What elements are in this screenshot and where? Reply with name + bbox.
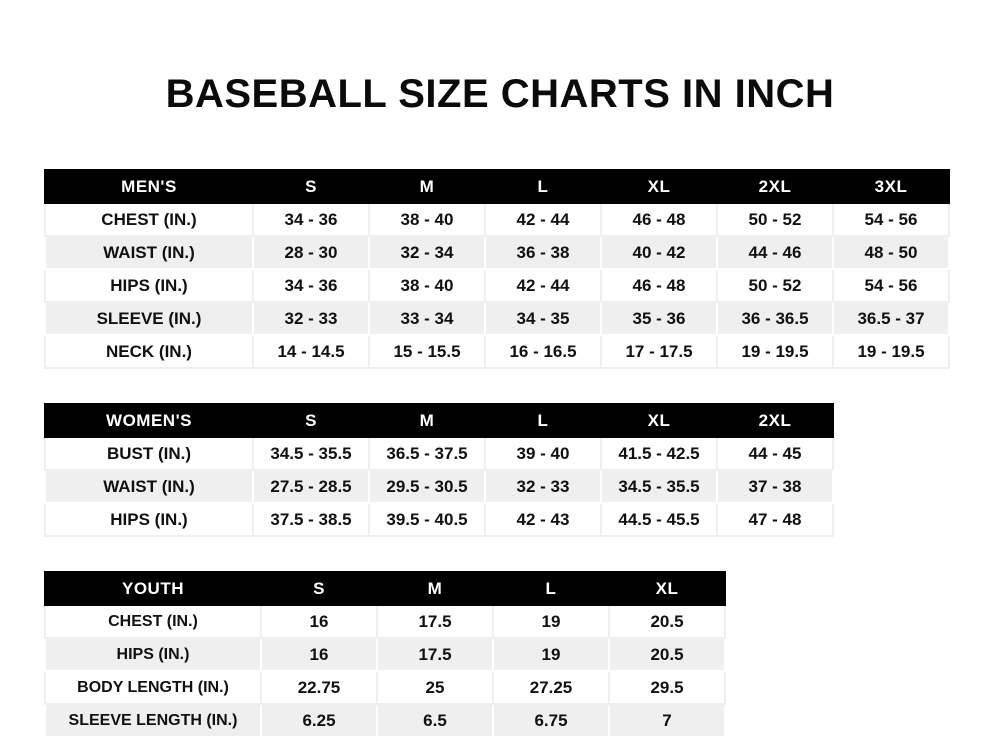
cell: 39 - 40 — [485, 437, 601, 470]
cell: 36 - 36.5 — [717, 302, 833, 335]
table-header-row — [45, 572, 725, 605]
cell: 48 - 50 — [833, 236, 949, 269]
column-header: S — [253, 404, 369, 437]
column-header: XL — [601, 404, 717, 437]
table-row — [45, 437, 833, 470]
cell: 19 — [493, 605, 609, 638]
cell: 32 - 33 — [485, 470, 601, 503]
cell: 16 - 16.5 — [485, 335, 601, 368]
table-row — [45, 302, 949, 335]
cell: 20.5 — [609, 605, 725, 638]
table-row — [45, 704, 725, 737]
row-label: WAIST (IN.) — [45, 236, 253, 269]
cell: 15 - 15.5 — [369, 335, 485, 368]
cell: 27.5 - 28.5 — [253, 470, 369, 503]
column-header: WOMEN'S — [45, 404, 253, 437]
cell: 47 - 48 — [717, 503, 833, 536]
row-label: BODY LENGTH (IN.) — [45, 671, 261, 704]
cell: 44.5 - 45.5 — [601, 503, 717, 536]
table-row — [45, 503, 833, 536]
row-label: HIPS (IN.) — [45, 638, 261, 671]
cell: 50 - 52 — [717, 203, 833, 236]
table-row — [45, 605, 725, 638]
cell: 34.5 - 35.5 — [253, 437, 369, 470]
column-header: XL — [609, 572, 725, 605]
cell: 42 - 44 — [485, 269, 601, 302]
row-label: WAIST (IN.) — [45, 470, 253, 503]
table-row — [45, 236, 949, 269]
column-header: M — [369, 170, 485, 203]
cell: 54 - 56 — [833, 269, 949, 302]
cell: 19 - 19.5 — [833, 335, 949, 368]
cell: 41.5 - 42.5 — [601, 437, 717, 470]
cell: 17.5 — [377, 638, 493, 671]
cell: 14 - 14.5 — [253, 335, 369, 368]
cell: 39.5 - 40.5 — [369, 503, 485, 536]
column-header: L — [485, 170, 601, 203]
column-header: M — [369, 404, 485, 437]
cell: 20.5 — [609, 638, 725, 671]
cell: 50 - 52 — [717, 269, 833, 302]
table-row — [45, 335, 949, 368]
row-label: HIPS (IN.) — [45, 503, 253, 536]
column-header: XL — [601, 170, 717, 203]
size-tables-container — [0, 169, 1000, 738]
column-header: L — [493, 572, 609, 605]
row-label: NECK (IN.) — [45, 335, 253, 368]
cell: 19 - 19.5 — [717, 335, 833, 368]
cell: 40 - 42 — [601, 236, 717, 269]
cell: 29.5 - 30.5 — [369, 470, 485, 503]
cell: 29.5 — [609, 671, 725, 704]
cell: 25 — [377, 671, 493, 704]
cell: 22.75 — [261, 671, 377, 704]
cell: 36 - 38 — [485, 236, 601, 269]
cell: 42 - 43 — [485, 503, 601, 536]
table-row — [45, 203, 949, 236]
table-row — [45, 269, 949, 302]
table-header-row — [45, 404, 833, 437]
cell: 17 - 17.5 — [601, 335, 717, 368]
cell: 27.25 — [493, 671, 609, 704]
cell: 46 - 48 — [601, 203, 717, 236]
cell: 32 - 34 — [369, 236, 485, 269]
cell: 7 — [609, 704, 725, 737]
cell: 17.5 — [377, 605, 493, 638]
cell: 34 - 36 — [253, 203, 369, 236]
row-label: SLEEVE LENGTH (IN.) — [45, 704, 261, 737]
column-header: S — [261, 572, 377, 605]
page-title: BASEBALL SIZE CHARTS IN INCH — [165, 72, 835, 116]
row-label: HIPS (IN.) — [45, 269, 253, 302]
cell: 34.5 - 35.5 — [601, 470, 717, 503]
column-header: L — [485, 404, 601, 437]
cell: 28 - 30 — [253, 236, 369, 269]
cell: 46 - 48 — [601, 269, 717, 302]
column-header: MEN'S — [45, 170, 253, 203]
cell: 34 - 35 — [485, 302, 601, 335]
cell: 33 - 34 — [369, 302, 485, 335]
row-label: BUST (IN.) — [45, 437, 253, 470]
column-header: 3XL — [833, 170, 949, 203]
table-row — [45, 470, 833, 503]
cell: 42 - 44 — [485, 203, 601, 236]
cell: 6.5 — [377, 704, 493, 737]
cell: 44 - 45 — [717, 437, 833, 470]
cell: 37 - 38 — [717, 470, 833, 503]
cell: 37.5 - 38.5 — [253, 503, 369, 536]
table-header-row — [45, 170, 949, 203]
mens-size-table — [44, 169, 950, 369]
youth-size-table — [44, 571, 726, 738]
row-label: SLEEVE (IN.) — [45, 302, 253, 335]
cell: 44 - 46 — [717, 236, 833, 269]
column-header: 2XL — [717, 170, 833, 203]
womens-size-table — [44, 403, 834, 537]
table-row — [45, 671, 725, 704]
cell: 6.75 — [493, 704, 609, 737]
cell: 36.5 - 37.5 — [369, 437, 485, 470]
row-label: CHEST (IN.) — [45, 203, 253, 236]
cell: 36.5 - 37 — [833, 302, 949, 335]
cell: 35 - 36 — [601, 302, 717, 335]
table-row — [45, 638, 725, 671]
row-label: CHEST (IN.) — [45, 605, 261, 638]
column-header: YOUTH — [45, 572, 261, 605]
cell: 16 — [261, 638, 377, 671]
cell: 38 - 40 — [369, 203, 485, 236]
cell: 54 - 56 — [833, 203, 949, 236]
cell: 38 - 40 — [369, 269, 485, 302]
cell: 34 - 36 — [253, 269, 369, 302]
cell: 6.25 — [261, 704, 377, 737]
cell: 19 — [493, 638, 609, 671]
column-header: M — [377, 572, 493, 605]
cell: 16 — [261, 605, 377, 638]
cell: 32 - 33 — [253, 302, 369, 335]
column-header: S — [253, 170, 369, 203]
column-header: 2XL — [717, 404, 833, 437]
